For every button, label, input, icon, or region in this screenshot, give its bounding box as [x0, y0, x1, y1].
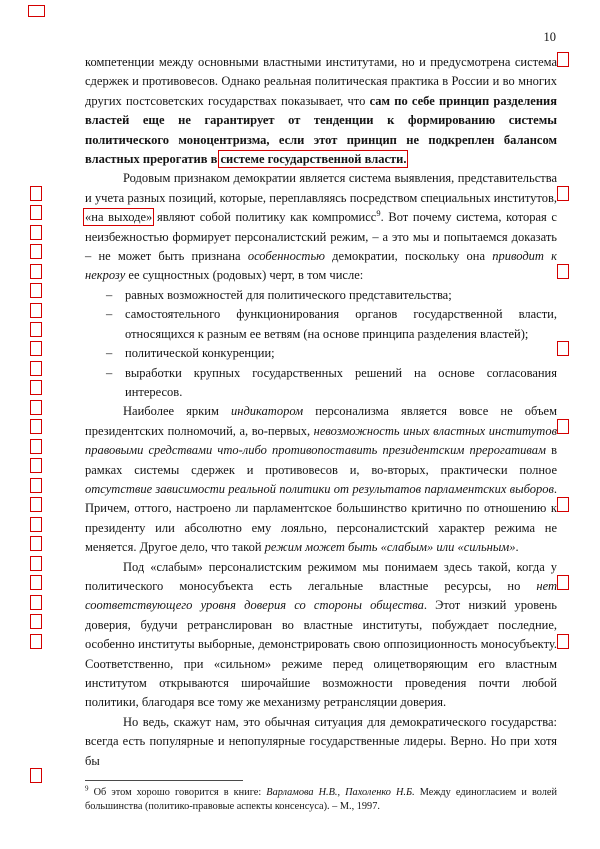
text-run: .: [515, 540, 519, 555]
left-margin-mark: [30, 303, 42, 318]
left-margin-mark: [30, 419, 42, 434]
left-margin-mark: [30, 595, 42, 610]
annotated-phrase: «на выходе»: [85, 210, 153, 225]
left-margin-mark: [30, 478, 42, 493]
text-run-italic: невозможность иных властных институтов правовыми средствами что-либо противопоставить президентским прерогативам: [85, 423, 558, 458]
right-margin-mark: [557, 186, 569, 201]
text-run: в рамках системы сдержек и противовесов и, во-вторых, практически полное: [85, 443, 557, 477]
list-item-text: политической конкуренции;: [125, 346, 275, 361]
paragraph-5: [85, 713, 557, 771]
left-margin-mark: [30, 322, 42, 337]
right-margin-mark: [557, 575, 569, 590]
bullet-list: [85, 286, 557, 402]
footnote-separator: [85, 780, 243, 781]
list-item: [85, 305, 557, 344]
text-run: Родовым признаком демократии является система выявления, представительства и учета разных позиций, которые, переплавляясь посредством специальных институтов,: [85, 171, 557, 205]
dash-marker: –: [106, 365, 113, 380]
right-margin-mark: [557, 264, 569, 279]
footnote-marker: 9: [85, 784, 89, 793]
text-run-bold: сам по себе принцип разделения властей еще не гарантирует от тенденции к формированию системы политического моноцентризма, если этот принцип не подкреплен балансом властных прерогатив в: [85, 93, 557, 167]
left-margin-mark: [30, 497, 42, 512]
text-run-italic: индикатором: [231, 404, 304, 419]
paragraph-2: [85, 169, 557, 285]
text-run: являют собой политику как компромисс: [152, 210, 377, 225]
list-item: [85, 286, 557, 305]
left-margin-mark: [30, 634, 42, 649]
left-margin-mark: [30, 205, 42, 220]
text-run-italic: режим может быть «слабым» или «сильным»: [264, 540, 516, 555]
text-run-italic: нет соответствующего уровня доверия со стороны общества: [85, 578, 557, 613]
dash-marker: –: [106, 346, 113, 361]
dash-marker: –: [106, 307, 113, 322]
text-run: Под «слабым» персоналистским режимом мы понимаем здесь такой, когда у политического моносубъекта есть легальные властные ресурсы, но: [85, 559, 557, 593]
left-margin-mark: [30, 439, 42, 454]
text-run: Но ведь, скажут нам, это обычная ситуация для демократического государства: всегда есть популярные и непопулярные государственные лидеры. Верно. Но при хотя бы: [85, 714, 557, 768]
paragraph-4: [85, 558, 557, 713]
left-margin-mark: [30, 614, 42, 629]
left-margin-mark: [30, 264, 42, 279]
page-number: 10: [543, 30, 556, 44]
left-margin-mark: [30, 361, 42, 376]
footnote-margin-mark: [30, 768, 42, 783]
left-margin-mark: [30, 283, 42, 298]
document-body: [85, 53, 557, 771]
text-run: . Вот почему система, которая с неизбежностью формирует персоналистский режим, – а это мы и попытаемся доказать – не может быть признана: [85, 210, 557, 264]
left-margin-mark: [30, 536, 42, 551]
left-margin-mark: [30, 186, 42, 201]
left-margin-mark: [30, 517, 42, 532]
footnote-text: [85, 786, 557, 814]
right-margin-mark: [557, 497, 569, 512]
right-margin-mark: [557, 419, 569, 434]
list-item: [85, 364, 557, 403]
paragraph-1: [85, 53, 557, 169]
left-margin-mark: [30, 341, 42, 356]
text-run: . Этот низкий уровень доверия, будучи ретранслирован во властные институты, побуждает последние, особенно институты выборные, демонстрировать свою оппозиционность моносубъекту. Соответственно, при «сильном» режиме перед олицетворяющим его властным институтом открываются широчайшие возможности проведения почти любой политики, благодаря все тому же механизму ретрансляции доверия.: [85, 598, 557, 710]
text-run: Наиболее ярким: [123, 404, 231, 419]
right-margin-mark: [557, 634, 569, 649]
text-run-italic: особенностью: [247, 249, 325, 264]
text-run-italic: приводит к некрозу: [85, 249, 557, 283]
list-item-text: выработки крупных государственных решений на основе согласования интересов.: [125, 365, 557, 399]
right-margin-mark: [557, 52, 569, 67]
right-margin-mark: [557, 341, 569, 356]
footnote-area: [85, 780, 557, 814]
dash-marker: –: [106, 287, 113, 302]
list-item: [85, 344, 557, 363]
text-run-italic: Варламова Н.В., Пахоленко Н.Б.: [266, 787, 415, 798]
left-margin-mark: [30, 400, 42, 415]
text-run: . Причем, оттого, настроено ли парламентское большинство критично по отношению к президенту или абсолютно ему лояльно, персоналистский характер режима не меняется. Другое дело, что такой: [85, 481, 557, 555]
list-item-text: равных возможностей для политического представительства;: [125, 287, 452, 302]
text-run-italic: отсутствие зависимости реальной политики от результатов парламентских выборов: [85, 481, 554, 496]
left-margin-mark: [30, 225, 42, 240]
list-item-text: самостоятельного функционирования органов государственной власти, относящихся к разным ее ветвям (на основе принципа разделения властей);: [125, 307, 557, 341]
text-run: Об этом хорошо говорится в книге:: [88, 787, 267, 798]
left-margin-mark: [30, 380, 42, 395]
text-run: Между единогласием и волей большинства (политико-правовые аспекты консенсуса). – М., 1997.: [85, 787, 558, 812]
page-corner-mark: [28, 5, 45, 17]
left-margin-mark: [30, 458, 42, 473]
left-margin-mark: [30, 244, 42, 259]
paragraph-3: [85, 402, 557, 557]
text-run: персонализма является вовсе не объем президентских полномочий, а, во-первых,: [85, 404, 558, 438]
footnote-reference: 9: [376, 208, 381, 219]
text-run: компетенции между основными властными институтами, но и предусмотрена система сдержек и противовесов. Однако реальная политическая практика в России и во многих других постсоветских государствах показывает, что: [85, 55, 557, 108]
left-margin-mark: [30, 575, 42, 590]
left-margin-mark: [30, 556, 42, 571]
text-run: ее сущностных (родовых) черт, в том числе:: [125, 268, 364, 283]
text-run: демократии, поскольку она: [324, 249, 493, 264]
annotated-phrase: системе государственной власти.: [220, 152, 407, 167]
